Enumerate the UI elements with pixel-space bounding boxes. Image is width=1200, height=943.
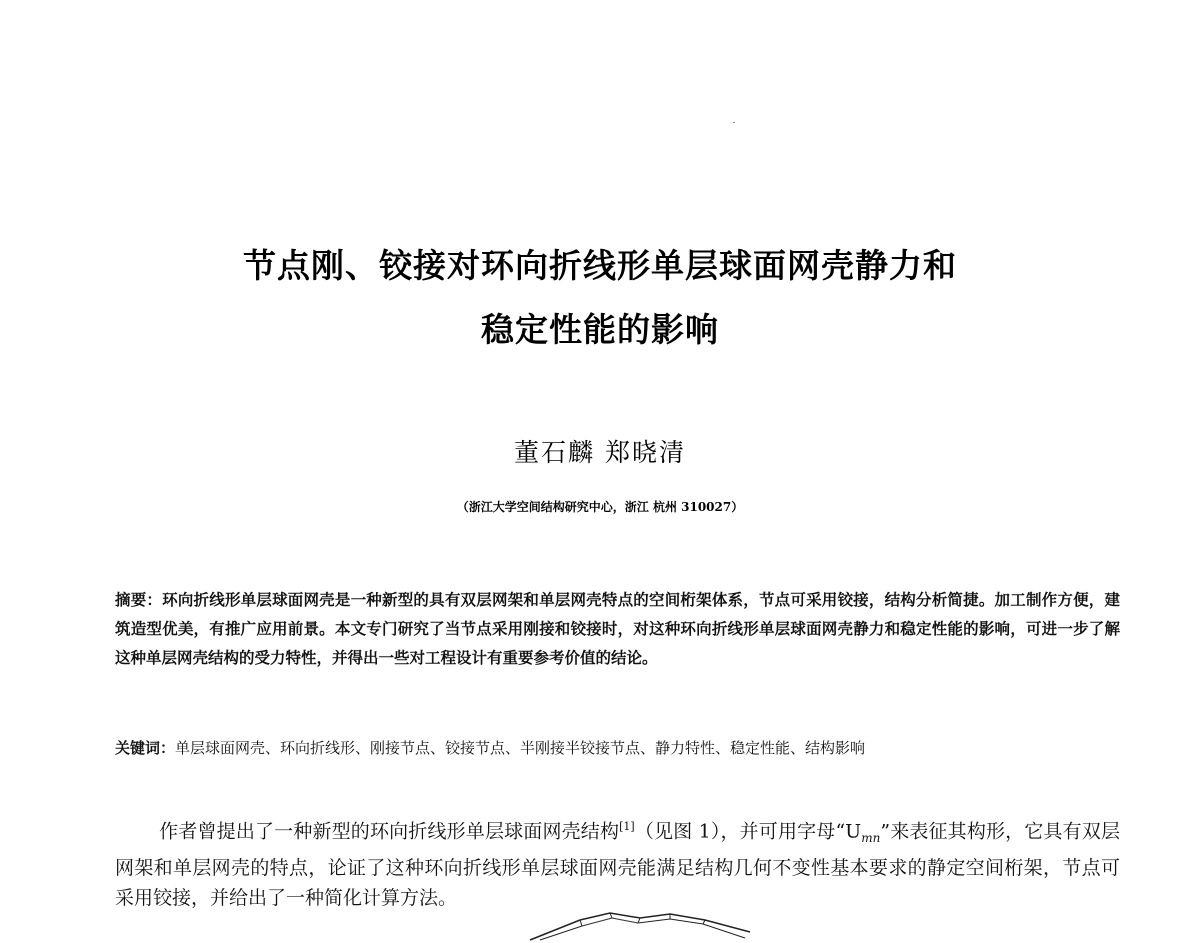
title-line-1: 节点刚、铰接对环向折线形单层球面网壳静力和 (243, 246, 957, 285)
reference-marker: [1] (619, 820, 635, 833)
authors: 董石麟 郑晓清 (514, 438, 686, 467)
abstract-label: 摘要： (115, 590, 163, 609)
abstract-text: 环向折线形单层球面网壳是一种新型的具有双层网架和单层网壳特点的空间桁架体系，节点可采用铰接，结构分析简捷。加工制作方便，建筑造型优美，有推广应用前景。本文专门研究了当节点采用刚接和铰接时，对这种环向折线形单层球面网壳静力和稳定性能的影响，可进一步了解这种单层网壳结构的受力特性，并得出一些对工程设计有重要参考价值的结论。 (115, 590, 1120, 667)
keywords-label: 关键词： (115, 739, 176, 757)
body-text-part2: （见图 1），并可用字母“U (634, 820, 862, 843)
affiliation: （浙江大学空间结构研究中心，浙江 杭州 310027） (456, 500, 744, 514)
keywords (115, 735, 1120, 761)
figure-1-partial (520, 908, 780, 943)
abstract (115, 585, 1120, 672)
body-text-part3: ”来表征其构形，它具有双层网架和单层网壳的特点，论证了这种环向折线形单层球面网壳能满足结构几何不变性基本要求的静定空间桁架，节点可采用铰接，并给出了一种简化计算方法。 (115, 820, 1120, 910)
scan-speck (733, 122, 735, 123)
body-text-part1: 作者曾提出了一种新型的环向折线形单层球面网壳结构 (159, 820, 620, 843)
title-line-2: 稳定性能的影响 (481, 310, 719, 349)
body-paragraph (115, 812, 1120, 913)
subscript-mn: mn (861, 831, 881, 846)
keywords-text: 单层球面网壳、环向折线形、刚接节点、铰接节点、半刚接半铰接节点、静力特性、稳定性能、结构影响 (175, 739, 866, 757)
